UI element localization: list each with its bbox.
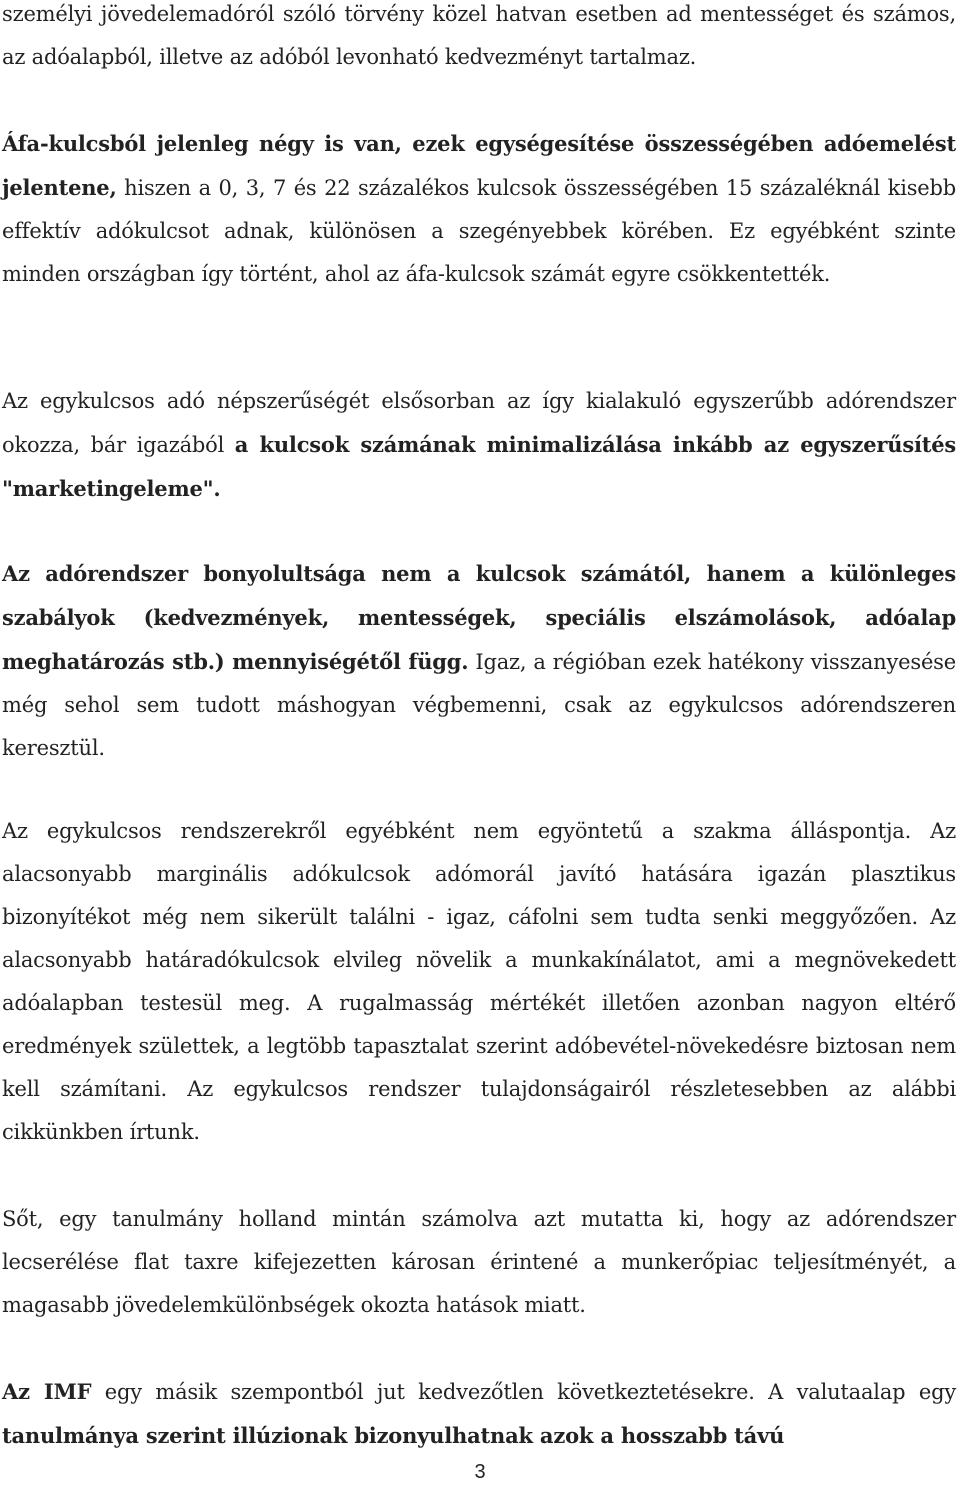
paragraph-3	[2, 380, 956, 511]
paragraph-2-bold-lead: Áfa-kulcsból jelenleg négy is van, ezek egységesítése összességében adóemelést jelentene,	[2, 131, 956, 200]
paragraph-1-text: személyi jövedelemadóról szóló törvény közel hatvan esetben ad mentességet és számos, az adóalapból, illetve az adóból levonható kedvezményt tartalmaz.	[2, 2, 956, 69]
paragraph-7-text: egy másik szempontból jut kedvezőtlen következtetésekre. A valutaalap egy	[91, 1380, 956, 1404]
paragraph-3-bold-tail: a kulcsok számának minimalizálása inkább az egyszerűsítés "marketingeleme".	[2, 432, 957, 501]
paragraph-6	[2, 1198, 956, 1327]
paragraph-4-text: Igaz, a régióban ezek hatékony visszanyesése még sehol sem tudott máshogyan végbemenni, csak az egykulcsos adórendszeren keresztül.	[2, 650, 956, 760]
paragraph-6-text: Sőt, egy tanulmány holland mintán számolva azt mutatta ki, hogy az adórendszer lecserélése flat taxre kifejezetten károsan érintené a munkerőpiac teljesítményét, a magasabb jövedelemkülönbségek okozta hatások miatt.	[2, 1207, 956, 1317]
paragraph-7-bold-tail: tanulmánya szerint illúzionak bizonyulhatnak azok a hosszabb távú	[2, 1423, 785, 1448]
paragraph-3-text: Az egykulcsos adó népszerűségét elsősorban az így kialakuló egyszerűbb adórendszer okozza, bár igazából	[2, 389, 956, 457]
paragraph-2-text: hiszen a 0, 3, 7 és 22 százalékos kulcsok összességében 15 százaléknál kisebb effektív adókulcsot adnak, különösen a szegényebbek körében. Ez egyébként szinte minden országban így történt, ahol az áfa-kulcsok számát egyre csökkentették.	[2, 176, 956, 286]
paragraph-5	[2, 810, 956, 1154]
paragraph-1	[2, 0, 956, 79]
paragraph-7-bold-lead: Az IMF	[2, 1379, 92, 1404]
page-number: 3	[474, 1461, 486, 1483]
paragraph-4-bold-lead: Az adórendszer bonyolultsága nem a kulcsok számától, hanem a különleges szabályok (kedvezmények, mentességek, speciális elszámolások, adóalap meghatározás stb.) mennyiségétől függ.	[2, 561, 956, 674]
paragraph-7	[2, 1370, 956, 1458]
paragraph-2	[2, 122, 956, 296]
paragraph-5-text: Az egykulcsos rendszerekről egyébként nem egyöntetű a szakma álláspontja. Az alacsonyabb marginális adókulcsok adómorál javító hatására igazán plasztikus bizonyítékot még nem sikerült találni - igaz, cáfolni sem tudta senki meggyőzően. Az alacsonyabb határadókulcsok elvileg növelik a munkakínálatot, ami a megnövekedett adóalapban testesül meg. A rugalmasság mértékét illetően azonban nagyon eltérő eredmények születtek, a legtöbb tapasztalat szerint adóbevétel-növekedésre biztosan nem kell számítani. Az egykulcsos rendszer tulajdonságairól részletesebben az alábbi cikkünkben írtunk.	[2, 819, 956, 1144]
paragraph-4	[2, 552, 956, 770]
